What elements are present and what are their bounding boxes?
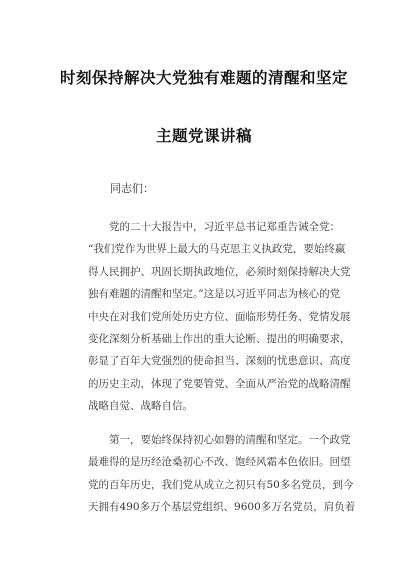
paragraph-line: “我们党作为世界上最大的马克思主义执政党，要始终赢 xyxy=(88,243,346,256)
paragraph-line: 得人民拥护、巩固长期执政地位，必须时刻保持解决大党 xyxy=(88,265,351,278)
paragraph-1 xyxy=(88,216,350,418)
paragraph-line: 中央在对我们党所处历史方位、面临形势任务、党情发展 xyxy=(88,310,351,323)
paragraph-line: 最难得的是历经沧桑初心不改、饱经风霜本色依旧。回望 xyxy=(88,456,351,469)
paragraph-line: 彰显了百年大党强烈的使命担当、深刻的忧患意识、高度 xyxy=(88,355,351,368)
paragraph-line: 党的百年历史，我们党从成立之初只有50多名党员，到今 xyxy=(88,478,354,491)
document-subtitle: 主题党课讲稿 xyxy=(155,127,252,145)
paragraph-line: 党的二十大报告中，习近平总书记郑重告诫全党： xyxy=(88,221,340,233)
paragraph-line: 天拥有490多万个基层党组织、9600多万名党员，肩负着 xyxy=(88,501,356,514)
paragraph-line: 变化深刻分析基础上作出的重大论断、提出的明确要求， xyxy=(88,332,351,345)
paragraph-2 xyxy=(88,429,356,519)
paragraph-line: 的历史主动，体现了党要管党、全面从严治党的战略清醒 xyxy=(88,377,351,390)
paragraph-line: 第一，要始终保持初心如磐的清醒和坚定。一个政党 xyxy=(88,434,351,446)
salutation: 同志们： xyxy=(110,182,154,195)
document-title: 时刻保持解决大党独有难题的清醒和坚定 xyxy=(59,69,348,87)
paragraph-line: 独有难题的清醒和坚定。”这是以习近平同志为核心的党 xyxy=(88,288,341,301)
paragraph-line: 战略自觉、战略自信。 xyxy=(88,400,193,413)
